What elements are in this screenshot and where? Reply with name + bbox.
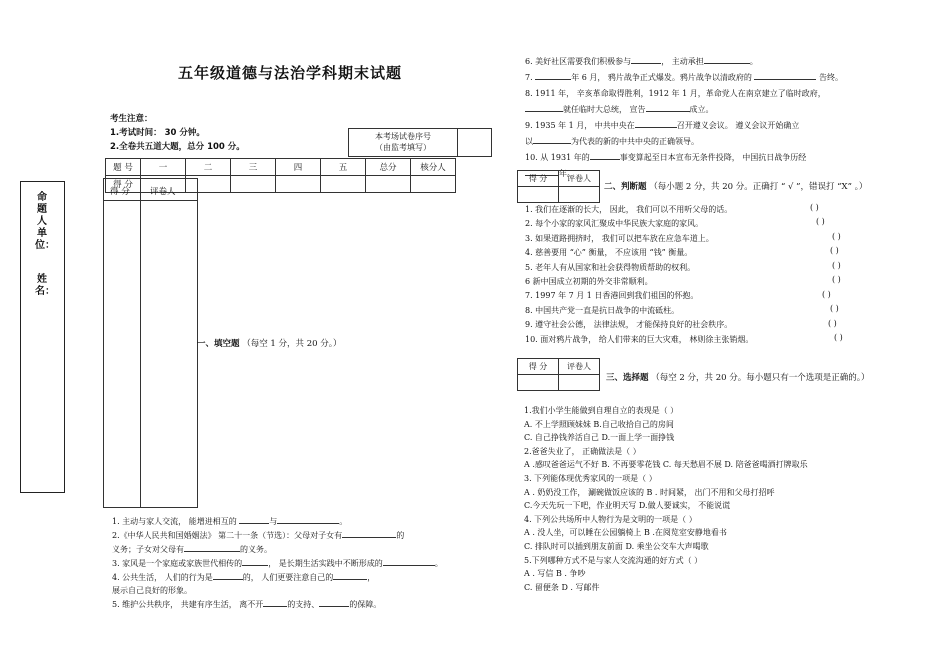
choice-line: C. 留便条 D . 写邮件 [524, 582, 600, 592]
score-header: 核分人 [411, 159, 456, 176]
judge-item: 9. 遵守社会公德， 法律法规， 才能保持良好的社会秩序。 [525, 320, 733, 330]
question-line: 1. 主动与家人交流， 能增进相互的 与 。 [112, 514, 443, 528]
answer-paren[interactable]: ( ) [832, 261, 841, 270]
question-line: 6. 美好社区需要我们积极参与 ， 主动承担 。 [525, 54, 843, 70]
question-line: 3. 家风是一个家庭或家族世代相传的 ， 是长期生活实践中不断形成的 。 [112, 556, 443, 570]
judge-item: 5. 老年人有从国家和社会获得物质帮助的权利。 [525, 262, 696, 272]
choice-line: C. 自己挣钱养活自己 D.一面上学一面挣钱 [524, 433, 675, 443]
seat-box-label: 本考场试卷序号 [375, 132, 431, 141]
page-title: 五年级道德与法治学科期末试题 [178, 64, 403, 82]
choice-line: A . 没人坐，可以睡在公园躺椅上 B .在阅览室安静地看书 [524, 528, 727, 538]
answer-paren[interactable]: ( ) [834, 333, 843, 342]
notes-line: 2.全卷共五道大题，总分 100 分。 [110, 142, 245, 152]
section1-title [197, 337, 342, 349]
answer-paren[interactable]: ( ) [832, 275, 841, 284]
score-label: 得 分 [518, 359, 559, 375]
section2-desc: （每小题 2 分，共 20 分。正确打 “ √ ”，错误打 “X” 。） [649, 182, 868, 192]
section2-title [604, 180, 867, 192]
question-line: 2.《中华人民共和国婚姻法》 第二十一条（节选）：父母对子女有 的 [112, 528, 443, 542]
grader-name-label: 评卷人 [150, 187, 176, 197]
question-line: 7. 年 6 月， 鸦片战争正式爆发。鸦片战争以清政府的 告终。 [525, 70, 843, 86]
judge-item: 2. 每个小家的家风汇聚成中华民族大家庭的家风。 [525, 219, 704, 229]
grader-label: 评卷人 [559, 359, 600, 375]
score-header: 四 [276, 159, 321, 176]
judge-item: 10. 面对鸦片战争， 给人们带来的巨大灾难， 林则徐主张销烟。 [525, 334, 754, 344]
choice-line: C. 排队时可以插到朋友前面 D. 乘坐公交车大声喝歌 [524, 541, 709, 551]
score-header: 三 [231, 159, 276, 176]
seat-box-sublabel: （由监考填写） [375, 143, 431, 152]
question-line: 就任临时大总统， 宣告 成立。 [525, 102, 843, 118]
grader-frame [103, 178, 198, 508]
grader-score-label: 得 分 [110, 187, 130, 197]
score-cell[interactable] [411, 176, 456, 193]
section2-heading: 二、判断题 [604, 182, 647, 192]
fill-questions-left [112, 514, 443, 611]
answer-paren[interactable]: ( ) [832, 232, 841, 241]
score-cell[interactable] [231, 176, 276, 193]
score-header: 一 [141, 159, 186, 176]
answer-paren[interactable]: ( ) [816, 217, 825, 226]
answer-paren[interactable]: ( ) [822, 290, 831, 299]
score-cell[interactable] [518, 375, 559, 391]
question-line: 年。 [525, 166, 843, 182]
choice-line: C.今天先玩一下吧，作业明天写 D.做人要诚实， 不能说谎 [524, 501, 731, 511]
exam-notes [110, 112, 245, 154]
question-line: 5. 维护公共秩序， 共建有序生活， 离不开 的支持、 的保障。 [112, 597, 443, 611]
section3-desc: （每空 2 分，共 20 分。每小题只有一个选项是正确的。） [651, 373, 870, 383]
question-line: 4. 公共生活， 人们的行为是 的， 人们更要注意自己的 ， [112, 570, 443, 584]
choice-line: 4. 下列公共场所中人物行为是文明的一项是（ ） [524, 514, 697, 524]
answer-paren[interactable]: ( ) [810, 203, 819, 212]
question-line: 展示自己良好的形象。 [112, 586, 192, 595]
score-header: 五 [321, 159, 366, 176]
score-label: 得 分 [518, 171, 559, 187]
choice-line: A . 写信 B . 争吵 [524, 569, 586, 579]
score-header: 二 [186, 159, 231, 176]
grader-cell[interactable] [559, 187, 600, 203]
score-cell[interactable] [518, 187, 559, 203]
candidate-info-box [20, 181, 65, 493]
section1-heading: 一、填空题 [197, 339, 240, 349]
score-header: 题 号 [106, 159, 141, 176]
choice-line: 2.爸爸失业了， 正确做法是（ ） [524, 446, 641, 456]
notes-line: 1.考试时间： 30 分钟。 [110, 128, 205, 138]
score-row-label: 得 分 [106, 176, 141, 193]
judge-item: 8. 中国共产党一直是抗日战争的中流砥柱。 [525, 305, 680, 315]
section3-score-box [517, 358, 600, 391]
question-line: 10. 从 1931 年的 事变算起至日本宣布无条件投降， 中国抗日战争历经 [525, 150, 843, 166]
score-cell[interactable] [366, 176, 411, 193]
question-line: 9. 1935 年 1 月， 中共中央在 召开遵义会议。 遵义会议开始确立 [525, 118, 843, 134]
section1-desc: （每空 1 分，共 20 分。） [242, 339, 342, 349]
answer-paren[interactable]: ( ) [828, 319, 837, 328]
notes-heading: 考生注意： [110, 114, 153, 124]
score-cell[interactable] [321, 176, 366, 193]
section2-score-box [517, 170, 600, 203]
seat-number-box [348, 128, 492, 157]
name-label: 姓名： [35, 274, 55, 297]
judge-item: 4. 慈善要用 “心” 衡量， 不应该用 “钱” 衡量。 [525, 248, 693, 258]
judge-item: 3. 如果道路拥挤时， 我们可以把车放在应急车道上。 [525, 233, 714, 243]
judge-item: 6 新中国成立初期的外交非常顺利。 [525, 277, 653, 287]
choice-line: A. 不上学照顾妹妹 B.自己收拾自己的房间 [524, 419, 674, 429]
choice-line: 5.下列哪种方式不是与家人交流沟通的好方式（ ） [524, 555, 703, 565]
choice-line: 3. 下列能体现优秀家风的一项是（ ） [524, 473, 657, 483]
choice-questions [524, 404, 808, 594]
grader-cell[interactable] [559, 375, 600, 391]
choice-line: A . 奶奶没工作， 涮碗做饭应该的 B . 时间紧， 出门不用和父母打招呼 [524, 487, 775, 497]
section3-heading: 三、选择题 [606, 373, 649, 383]
unit-label: 命题人单位： [35, 192, 55, 251]
question-line: 义务；子女对父母有 的义务。 [112, 542, 443, 556]
score-header: 总分 [366, 159, 411, 176]
question-line: 以 为代表的新的中共中央的正确领导。 [525, 134, 843, 150]
question-line: 8. 1911 年， 辛亥革命取得胜利，1912 年 1 月，革命党人在南京建立了临时政府， [525, 89, 826, 98]
judge-item: 7. 1997 年 7 月 1 日香港回到我们祖国的怀抱。 [525, 291, 699, 301]
score-cell[interactable] [276, 176, 321, 193]
fill-questions-right [525, 54, 843, 182]
answer-paren[interactable]: ( ) [830, 246, 839, 255]
answer-paren[interactable]: ( ) [830, 304, 839, 313]
choice-line: 1.我们小学生能做到自理自立的表现是（ ） [524, 406, 679, 415]
section3-title [606, 371, 870, 383]
judge-questions [525, 203, 753, 347]
judge-item: 1. 我们在逐渐的长大， 因此， 我们可以不用听父母的话。 [525, 205, 733, 214]
grader-label: 评卷人 [559, 171, 600, 187]
choice-line: A .感叹爸爸运气不好 B. 不再要零花钱 C. 每天愁眉不展 D. 陪爸爸喝酒打牌取乐 [524, 460, 808, 470]
